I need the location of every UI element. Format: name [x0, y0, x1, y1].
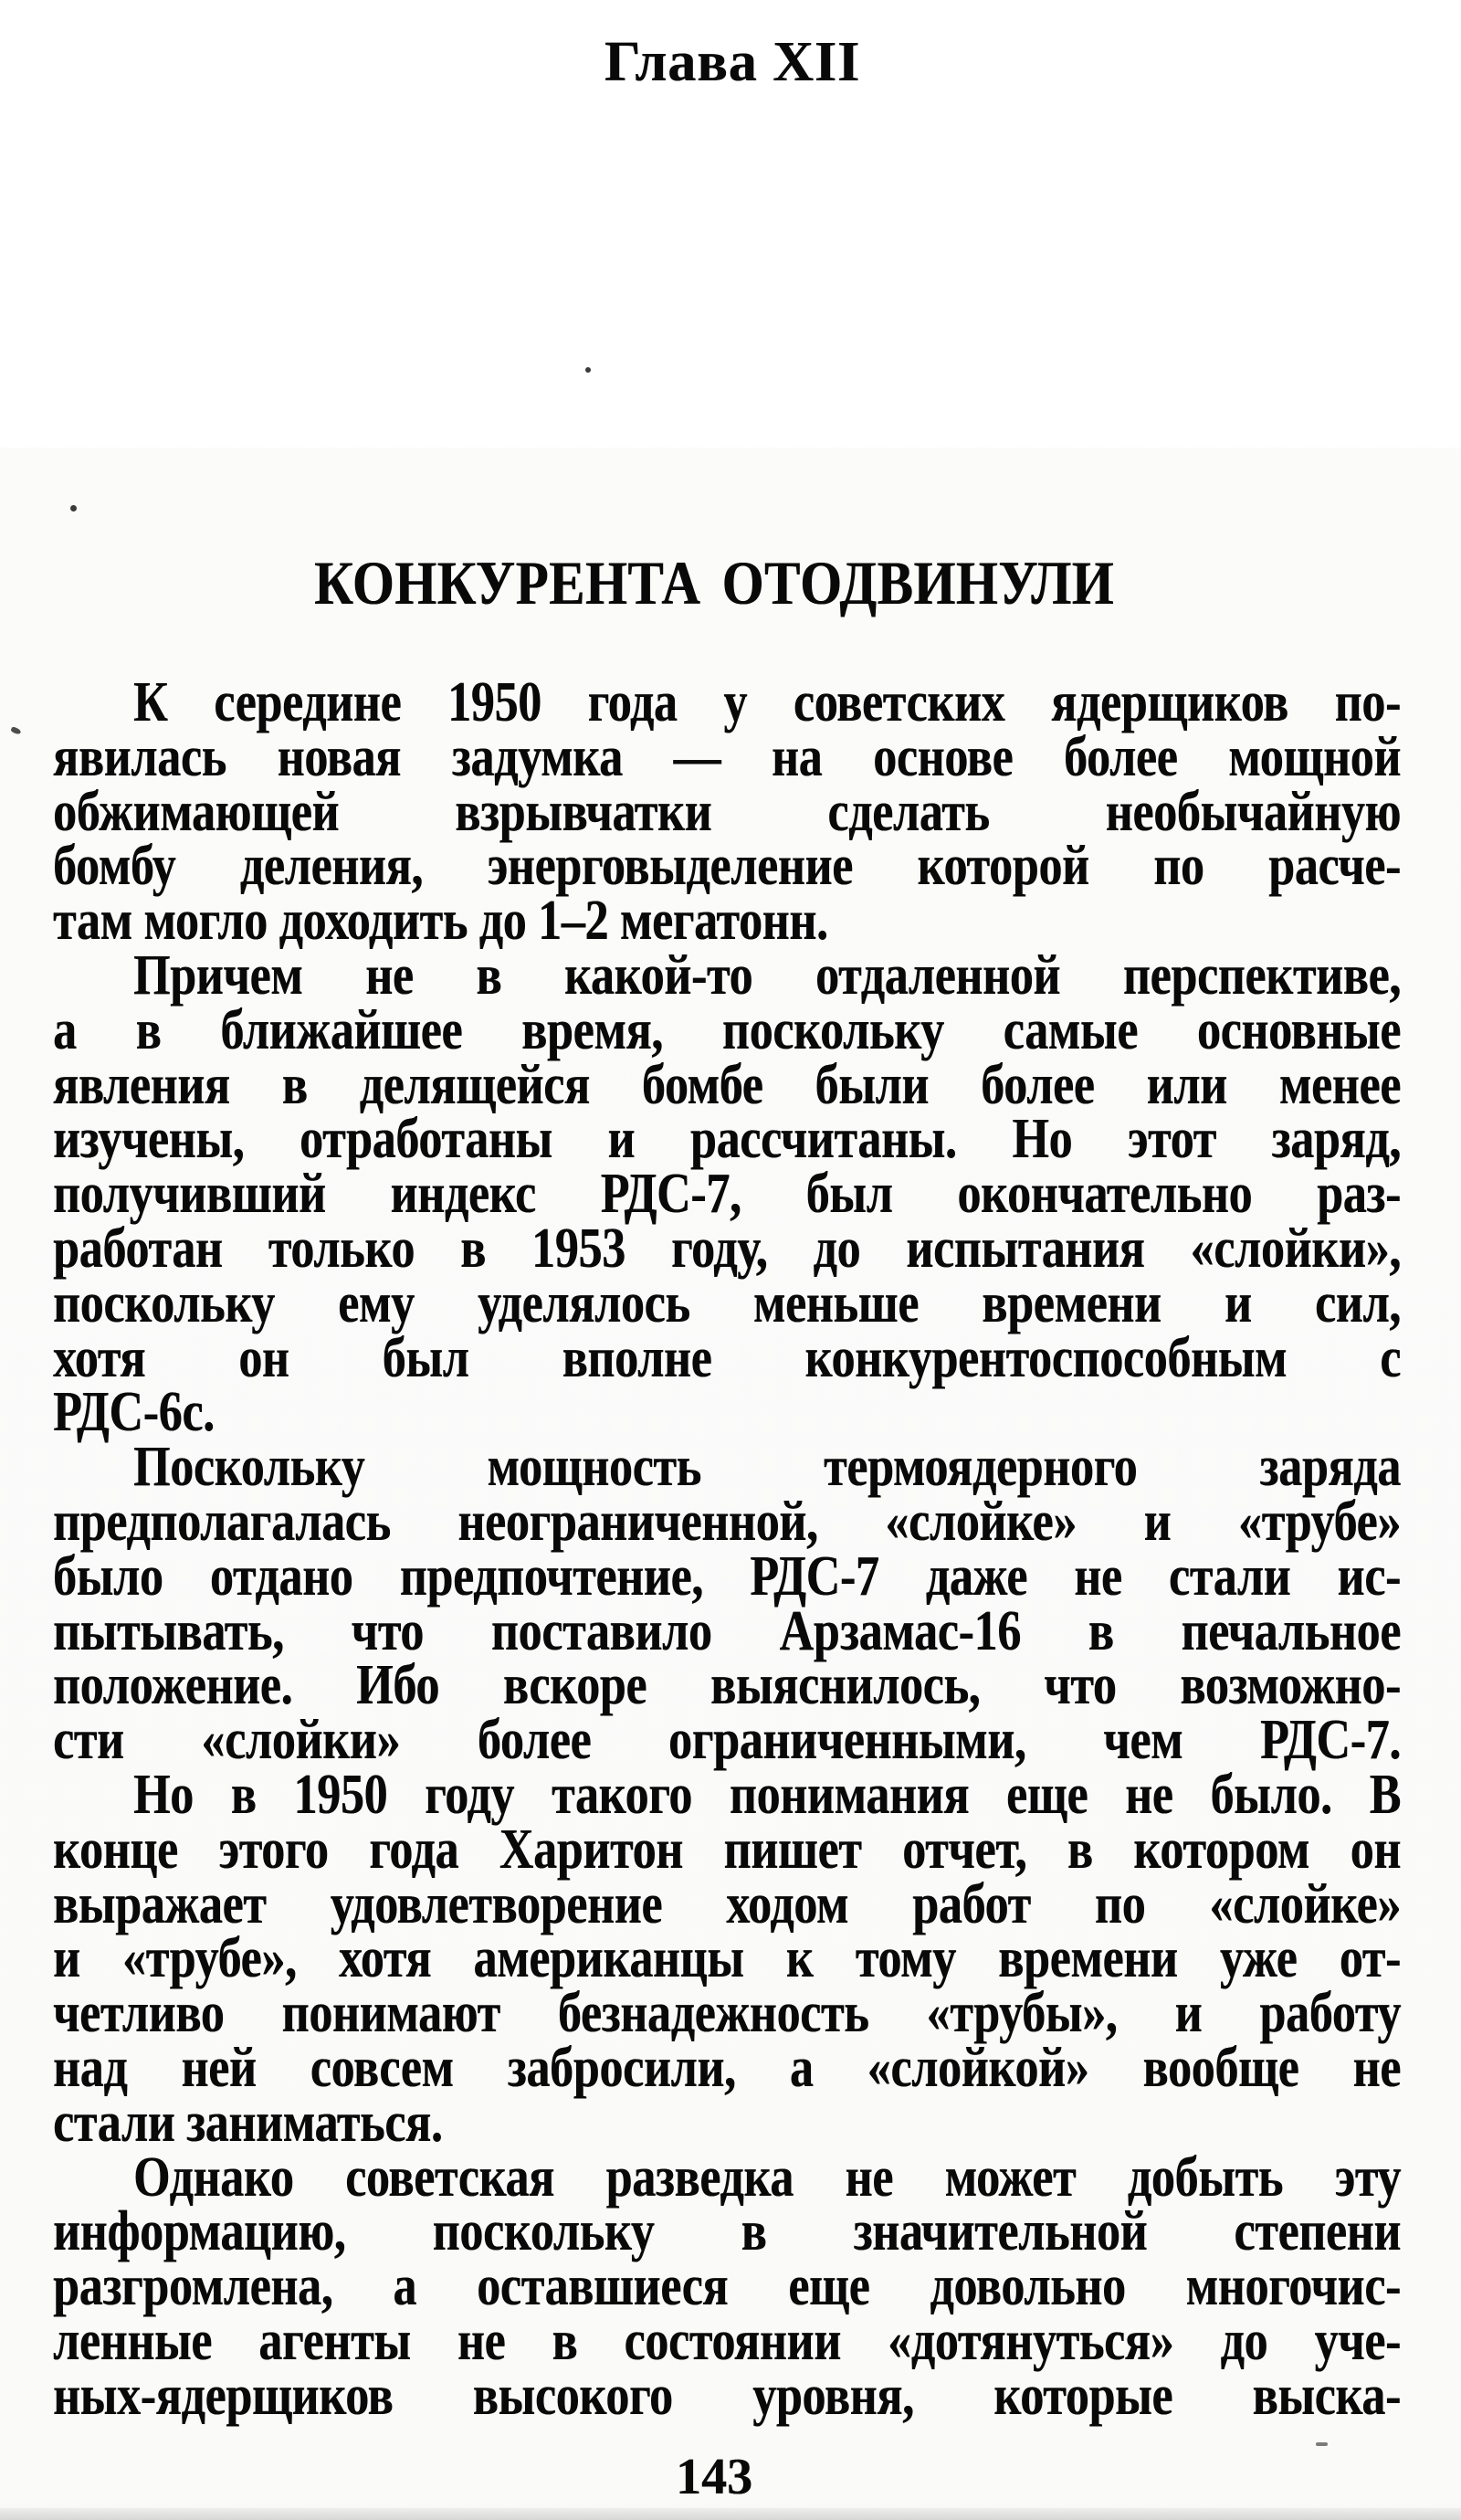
text-line: ных-ядерщиков высокого уровня, которые выска-	[53, 2364, 1401, 2428]
text-line: Но в 1950 году такого понимания еще не было. В	[133, 1764, 1401, 1827]
text-line: изучены, отработаны и рассчитаны. Но этот заряд,	[53, 1108, 1401, 1171]
text-line: предполагалась неограниченной, «слойке» и «трубе»	[53, 1491, 1401, 1554]
text-line: пытывать, что поставило Арзамас-16 в печальное	[53, 1599, 1401, 1663]
text-line: выражает удовлетворение ходом работ по «слойке»	[53, 1872, 1401, 1936]
text-line: работан только в 1953 году, до испытания «слойки»,	[53, 1218, 1401, 1281]
text-line: было отдано предпочтение, РДС-7 даже не стали ис-	[53, 1545, 1401, 1608]
text-line: четливо понимают безнадежность «трубы», и работу	[53, 1982, 1401, 2045]
page-number: 143	[676, 2449, 752, 2505]
text-line: там могло доходить до 1–2 мегатонн.	[53, 890, 828, 953]
text-line: Поскольку мощность термоядерного заряда	[133, 1436, 1401, 1499]
text-line: ленные агенты не в состоянии «дотянуться» до уче-	[53, 2310, 1401, 2373]
text-line: явилась новая задумка — на основе более мощной	[53, 726, 1401, 789]
paragraph	[53, 1764, 1401, 2155]
text-line: конце этого года Харитон пишет отчет, в котором он	[53, 1818, 1401, 1882]
text-line: а в ближайшее время, поскольку самые основные	[53, 999, 1401, 1062]
scan-speck	[585, 367, 591, 373]
text-line: Причем не в какой-то отдаленной перспективе,	[133, 944, 1401, 1007]
section-heading: КОНКУРЕНТА ОТОДВИНУЛИ	[313, 547, 1115, 617]
text-line: бомбу деления, энерговыделение которой по расче-	[53, 835, 1401, 899]
paragraph	[53, 2146, 1401, 2428]
text-line: К середине 1950 года у советских ядерщиков по-	[133, 671, 1401, 734]
text-line: и «трубе», хотя американцы к тому времени уже от-	[53, 1927, 1401, 1990]
text-line: РДС-6с.	[53, 1381, 215, 1444]
text-line: над ней совсем забросили, а «слойкой» вообще не	[53, 2037, 1401, 2100]
page-bottom-edge	[0, 2508, 1461, 2520]
scan-speck	[1316, 2442, 1328, 2446]
scan-speck	[70, 505, 77, 511]
body-text	[53, 671, 1401, 2428]
text-line: положение. Ибо вскоре выяснилось, что возможно-	[53, 1654, 1401, 1717]
text-line: поскольку ему уделялось меньше времени и сил,	[53, 1271, 1401, 1335]
text-line: информацию, поскольку в значительной степени	[53, 2200, 1401, 2263]
scan-speck	[10, 726, 21, 735]
text-line: обжимающей взрывчатки сделать необычайную	[53, 780, 1401, 844]
text-line: разгромлена, а оставшиеся еще довольно многочис-	[53, 2255, 1401, 2318]
text-line: явления в делящейся бомбе были более или менее	[53, 1053, 1401, 1117]
text-line: стали заниматься.	[53, 2091, 443, 2155]
text-line: получивший индекс РДС-7, был окончательно раз-	[53, 1163, 1401, 1226]
text-line: сти «слойки» более ограниченными, чем РДС-7.	[53, 1709, 1401, 1772]
chapter-title: Глава XII	[604, 31, 861, 93]
text-line: Однако советская разведка не может добыть эту	[133, 2146, 1401, 2209]
paragraph	[53, 671, 1401, 953]
paragraph	[53, 1436, 1401, 1772]
text-line: хотя он был вполне конкурентоспособным с	[53, 1326, 1401, 1390]
paragraph	[53, 944, 1401, 1444]
